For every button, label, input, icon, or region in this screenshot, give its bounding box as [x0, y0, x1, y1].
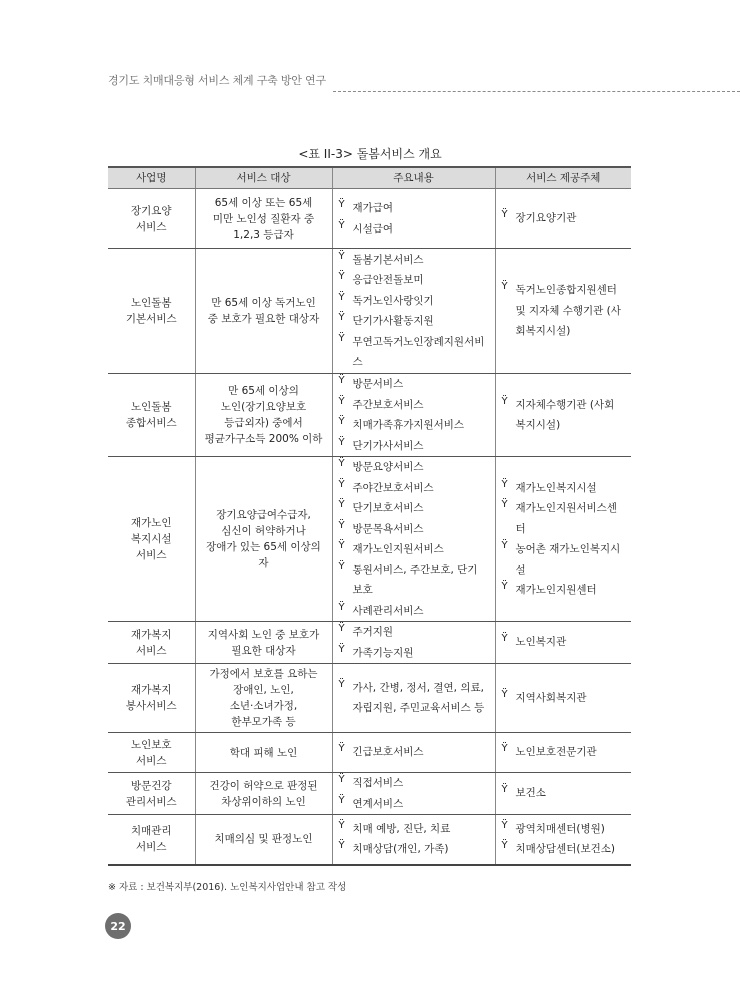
content-item: Ÿ 독거노인사랑잇기 [339, 291, 487, 312]
service-name-line: 재가복지 [130, 684, 172, 696]
table-row [108, 374, 631, 457]
service-name-line: 방문건강 [130, 779, 172, 792]
content-item: Ÿ 주야간보호서비스 [339, 478, 487, 499]
service-target-line: 건강이 허약으로 판정된 [209, 779, 318, 792]
content-list [333, 742, 495, 763]
cell-provider [495, 457, 631, 622]
content-item: Ÿ 치매상담(개인, 가족) [339, 839, 487, 860]
service-target-line: 필요한 대상자 [231, 644, 296, 657]
cell-provider [495, 249, 631, 374]
cell-service-name [108, 622, 195, 664]
cell-service-name [108, 733, 195, 773]
service-target-line: 가정에서 보호를 요하는 [209, 668, 318, 680]
content-item: Ÿ 치매 예방, 진단, 치료 [339, 819, 487, 840]
provider-item: Ÿ 독거노인종합지원센터 및 지자체 수행기관 (사회복지시설) [502, 280, 624, 342]
service-name-line: 서비스 [136, 644, 167, 657]
cell-provider [495, 664, 631, 733]
content-item: Ÿ 단기가사서비스 [339, 436, 487, 457]
provider-item: Ÿ 지자체수행기관 (사회복지시설) [502, 395, 624, 436]
service-name-line: 봉사서비스 [125, 700, 177, 712]
service-target-line: 치매의심 및 판정노인 [214, 833, 313, 846]
cell-service-target [195, 773, 332, 815]
cell-service-name [108, 815, 195, 865]
service-name-line: 서비스 [136, 220, 167, 233]
cell-main-content [332, 189, 495, 249]
service-target-line: 심신이 허약하거나 [221, 525, 306, 537]
table-header-row [108, 167, 631, 189]
service-target-line: 장기요양급여수급자, [216, 509, 311, 521]
service-target-line: 학대 피해 노인 [229, 746, 298, 759]
cell-main-content [332, 664, 495, 733]
provider-list [496, 819, 632, 860]
service-name-line: 서비스 [136, 754, 167, 767]
service-name-line: 장기요양 [130, 204, 172, 217]
service-name-line: 종합서비스 [125, 417, 177, 429]
cell-main-content [332, 374, 495, 457]
cell-provider [495, 189, 631, 249]
content-item: Ÿ 단기보호서비스 [339, 498, 487, 519]
cell-provider [495, 733, 631, 773]
cell-service-target [195, 733, 332, 773]
content-list [333, 250, 495, 373]
cell-main-content [332, 622, 495, 664]
content-item: Ÿ 돌봄기본서비스 [339, 250, 487, 271]
service-name-line: 관리서비스 [125, 795, 177, 808]
service-target-line: 지역사회 노인 중 보호가 [207, 628, 320, 641]
content-item: Ÿ 사례관리서비스 [339, 601, 487, 622]
table-row [108, 815, 631, 865]
cell-main-content [332, 815, 495, 865]
page-number: 22 [105, 913, 131, 939]
cell-main-content [332, 457, 495, 622]
provider-item: Ÿ 장기요양기관 [502, 208, 624, 229]
content-item: Ÿ 가사, 간병, 정서, 결연, 의료, 자립지원, 주민교육서비스 등 [339, 678, 487, 719]
provider-list [496, 280, 632, 342]
content-item: Ÿ 방문목욕서비스 [339, 519, 487, 540]
provider-item: Ÿ 보건소 [502, 783, 624, 804]
cell-service-target [195, 622, 332, 664]
cell-provider [495, 815, 631, 865]
cell-service-name [108, 457, 195, 622]
running-header: 경기도 치매대응형 서비스 체계 구축 방안 연구 [108, 74, 326, 87]
header-main-content: 주요내용 [332, 167, 495, 189]
cell-service-target [195, 374, 332, 457]
cell-service-target [195, 664, 332, 733]
provider-item: Ÿ 노인보호전문기관 [502, 742, 624, 763]
service-target-line: 만 65세 이상 독거노인 [211, 297, 316, 309]
cell-main-content [332, 249, 495, 374]
table-row [108, 733, 631, 773]
content-item: Ÿ 주간보호서비스 [339, 395, 487, 416]
service-name-line: 치매관리 [130, 825, 172, 838]
cell-service-target [195, 815, 332, 865]
provider-item: Ÿ 농어촌 재가노인복지시설 [502, 539, 624, 580]
service-target-line: 1,2,3 등급자 [233, 228, 294, 241]
cell-service-name [108, 773, 195, 815]
provider-list [496, 478, 632, 601]
service-name-line: 기본서비스 [125, 313, 177, 325]
cell-service-target [195, 249, 332, 374]
header-service-name: 사업명 [108, 167, 195, 189]
provider-item: Ÿ 재가노인복지시설 [502, 478, 624, 499]
provider-item: Ÿ 지역사회복지관 [502, 688, 624, 709]
content-item: Ÿ 응급안전돌보미 [339, 270, 487, 291]
service-name-line: 서비스 [136, 841, 167, 854]
provider-list [496, 208, 632, 229]
content-item: Ÿ 무연고독거노인장례지원서비스 [339, 332, 487, 373]
provider-item: Ÿ 재가노인지원센터 [502, 580, 624, 601]
service-name-line: 재가노인 [130, 517, 172, 529]
service-name-line: 노인보호 [130, 738, 172, 751]
provider-list [496, 688, 632, 709]
header-provider: 서비스 제공주체 [495, 167, 631, 189]
cell-main-content [332, 773, 495, 815]
service-target-line: 65세 이상 또는 65세 [214, 196, 313, 209]
service-target-line: 노인(장기요양보호 [220, 401, 307, 413]
service-target-line: 중 보호가 필요한 대상자 [207, 313, 320, 325]
content-item: Ÿ 연계서비스 [339, 794, 487, 815]
service-target-line: 평균가구소득 200% 이하 [204, 433, 323, 445]
cell-service-name [108, 189, 195, 249]
cell-provider [495, 622, 631, 664]
content-item: Ÿ 방문요양서비스 [339, 457, 487, 478]
service-target-line: 차상위이하의 노인 [221, 795, 306, 808]
content-item: Ÿ 직접서비스 [339, 773, 487, 794]
provider-list [496, 742, 632, 763]
content-item: Ÿ 재가노인지원서비스 [339, 539, 487, 560]
cell-provider [495, 773, 631, 815]
source-note: ※ 자료 : 보건복지부(2016). 노인복지사업안내 참고 작성 [108, 882, 347, 893]
provider-item: Ÿ 치매상담센터(보건소) [502, 839, 624, 860]
content-list [333, 374, 495, 456]
provider-item: Ÿ 광역치매센터(병원) [502, 819, 624, 840]
content-item: Ÿ 주거지원 [339, 622, 487, 643]
service-name-line: 서비스 [136, 549, 167, 561]
service-target-line: 한부모가족 등 [231, 716, 296, 728]
service-target-line: 만 65세 이상의 [228, 385, 299, 397]
provider-list [496, 632, 632, 653]
cell-service-name [108, 664, 195, 733]
cell-service-name [108, 374, 195, 457]
content-item: Ÿ 단기가사활동지원 [339, 311, 487, 332]
service-name-line: 노인돌봄 [130, 401, 172, 413]
content-list [333, 678, 495, 719]
provider-list [496, 395, 632, 436]
content-item: Ÿ 시설급여 [339, 219, 487, 240]
care-services-table [108, 166, 631, 866]
header-divider [333, 91, 740, 92]
table-row [108, 664, 631, 733]
content-list [333, 773, 495, 814]
cell-provider [495, 374, 631, 457]
table-caption: <표 II-3> 돌봄서비스 개요 [298, 147, 442, 161]
service-target-line: 소년·소녀가정, [229, 700, 298, 712]
content-list [333, 198, 495, 239]
content-item: Ÿ 통원서비스, 주간보호, 단기보호 [339, 560, 487, 601]
content-item: Ÿ 긴급보호서비스 [339, 742, 487, 763]
table-row [108, 457, 631, 622]
content-item: Ÿ 치매가족휴가지원서비스 [339, 415, 487, 436]
service-name-line: 노인돌봄 [130, 297, 172, 309]
service-target-line: 등급외자) 중에서 [224, 417, 303, 429]
content-list [333, 457, 495, 621]
content-list [333, 819, 495, 860]
service-target-line: 미만 노인성 질환자 중 [212, 212, 315, 225]
service-target-line: 자 [258, 557, 269, 569]
table-row [108, 622, 631, 664]
content-item: Ÿ 재가급여 [339, 198, 487, 219]
cell-service-target [195, 189, 332, 249]
table-row [108, 773, 631, 815]
cell-main-content [332, 733, 495, 773]
cell-service-name [108, 249, 195, 374]
provider-list [496, 783, 632, 804]
service-name-line: 복지시설 [130, 533, 172, 545]
provider-item: Ÿ 노인복지관 [502, 632, 624, 653]
cell-service-target [195, 457, 332, 622]
content-item: Ÿ 가족기능지원 [339, 643, 487, 664]
content-list [333, 622, 495, 663]
table-row [108, 249, 631, 374]
provider-item: Ÿ 재가노인지원서비스센터 [502, 498, 624, 539]
header-service-target: 서비스 대상 [195, 167, 332, 189]
table-row [108, 189, 631, 249]
service-name-line: 재가복지 [130, 628, 172, 641]
service-target-line: 장애인, 노인, [233, 684, 294, 696]
service-target-line: 장애가 있는 65세 이상의 [206, 541, 321, 553]
content-item: Ÿ 방문서비스 [339, 374, 487, 395]
